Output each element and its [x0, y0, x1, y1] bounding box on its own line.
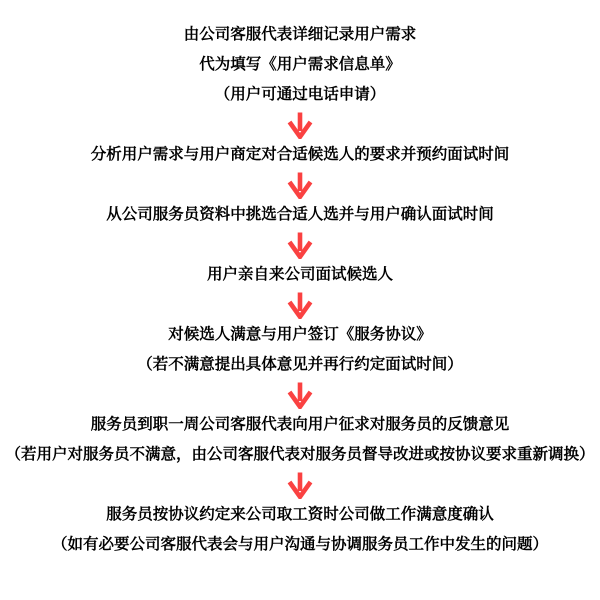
step-6-text-line-1: 服务员到职一周公司客服代表向用户征求对服务员的反馈意见 [90, 416, 510, 433]
step-4-text-line-1: 用户亲自来公司面试候选人 [206, 266, 393, 283]
arrow-row-3 [287, 230, 313, 260]
flow-step-6 [0, 410, 600, 470]
arrow-row-2 [287, 170, 313, 200]
step-5-text-line-1: 对候选人满意与用户签订《服务协议》 [168, 326, 432, 343]
flow-step-4 [0, 260, 600, 290]
step-7-text-line-1: 服务员按协议约定来公司取工资时公司做工作满意度确认 [106, 506, 494, 523]
step-7-text-line-2: （如有必要公司客服代表会与用户沟通与协调服务员工作中发生的问题） [51, 536, 548, 553]
down-arrow-icon [287, 382, 313, 409]
flow-step-1 [0, 20, 600, 110]
down-arrow-icon [287, 112, 313, 139]
arrow-row-4 [287, 290, 313, 320]
step-5-text-line-2: （若不满意提出具体意见并再行约定面试时间） [137, 356, 463, 373]
flow-step-3 [0, 200, 600, 230]
arrow-row-5 [287, 380, 313, 410]
flow-step-2 [0, 140, 600, 170]
step-1-text-line-1: 由公司客服代表详细记录用户需求 [183, 26, 417, 43]
down-arrow-icon [287, 292, 313, 319]
step-1-text-line-3: （用户可通过电话申请） [214, 86, 386, 103]
flow-step-7 [0, 500, 600, 560]
arrow-row-6 [287, 470, 313, 500]
step-6-text-line-2: （若用户对服务员不满意，由公司客服代表对服务员督导改进或按协议要求重新调换） [5, 446, 595, 463]
step-2-text-line-1: 分析用户需求与用户商定对合适候选人的要求并预约面试时间 [90, 146, 510, 163]
step-1-text-line-2: 代为填写《用户需求信息单》 [199, 56, 401, 73]
down-arrow-icon [287, 472, 313, 499]
down-arrow-icon [287, 232, 313, 259]
down-arrow-icon [287, 172, 313, 199]
step-3-text-line-1: 从公司服务员资料中挑选合适人选并与用户确认面试时间 [106, 206, 494, 223]
arrow-row-1 [287, 110, 313, 140]
flow-step-5 [0, 320, 600, 380]
